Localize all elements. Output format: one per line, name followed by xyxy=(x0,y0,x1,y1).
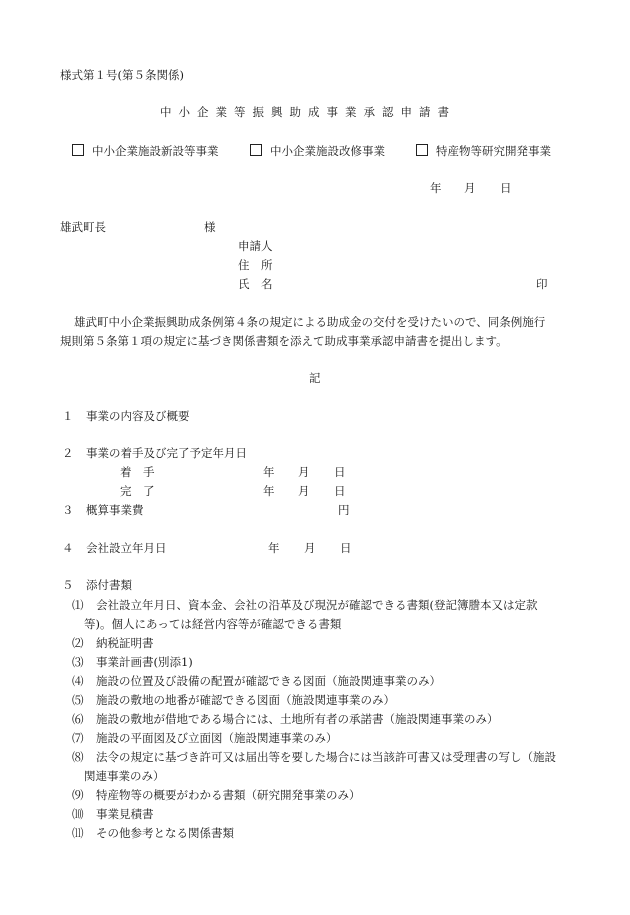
start-month: 月 xyxy=(298,465,310,479)
item-1-label: 事業の内容及び概要 xyxy=(86,409,190,423)
start-day: 日 xyxy=(334,465,346,479)
date-year: 年 xyxy=(430,181,442,195)
established-year: 年 xyxy=(268,541,280,555)
attachment-text-cont: 等)。個人にあっては経営内容等が確認できる書類 xyxy=(84,617,342,631)
page-title: 中小企業等振興助成事業承認申請書 xyxy=(160,105,456,119)
attachment-text-cont: 関連事業のみ） xyxy=(84,769,165,783)
attachment-text: 施設の位置及び設備の配置が確認できる図面（施設関連事業のみ） xyxy=(96,674,441,688)
applicant-name-label: 氏 名 xyxy=(238,277,273,291)
body-text-line-1: 雄武町中小企業振興助成条例第４条の規定による助成金の交付を受けたいので、同条例施行 xyxy=(74,315,546,329)
established-day: 日 xyxy=(340,541,352,555)
category-option-renovation[interactable] xyxy=(250,143,385,159)
ki-heading: 記 xyxy=(309,371,321,385)
finish-label: 完 了 xyxy=(120,484,155,498)
attachment-text: 納税証明書 xyxy=(96,636,154,650)
attachment-text: 事業計画書(別添1) xyxy=(96,655,193,669)
attachment-num: ⑷ xyxy=(72,674,84,688)
start-label: 着 手 xyxy=(120,465,155,479)
item-5-number: ５ xyxy=(62,578,74,592)
attachment-num: ⑵ xyxy=(72,636,84,650)
finish-year: 年 xyxy=(263,484,275,498)
category-label: 中小企業施設新設等事業 xyxy=(92,144,219,158)
finish-day: 日 xyxy=(334,484,346,498)
attachment-text: 事業見積書 xyxy=(96,807,154,821)
item-2-label: 事業の着手及び完了予定年月日 xyxy=(86,446,247,460)
item-3-number: ３ xyxy=(62,503,74,517)
attachment-text: 施設の平面図及び立面図（施設関連事業のみ） xyxy=(96,731,338,745)
attachment-text: 会社設立年月日、資本金、会社の沿革及び現況が確認できる書類(登記簿謄本又は定款 xyxy=(96,598,538,612)
attachment-text: 特産物等の概要がわかる書類（研究開発事業のみ） xyxy=(96,788,361,802)
item-4-number: ４ xyxy=(62,541,74,555)
item-2-number: ２ xyxy=(62,446,74,460)
category-option-new-facility[interactable] xyxy=(72,143,219,159)
attachment-text: 施設の敷地が借地である場合には、土地所有者の承諾書（施設関連事業のみ） xyxy=(96,712,499,726)
attachment-num: ⑽ xyxy=(72,807,84,821)
form-number: 様式第１号(第５条関係) xyxy=(60,68,184,82)
attachment-num: ⑺ xyxy=(72,731,84,745)
addressee-name: 雄武町長 xyxy=(60,220,106,234)
established-month: 月 xyxy=(304,541,316,555)
start-year: 年 xyxy=(263,465,275,479)
item-3-label: 概算事業費 xyxy=(86,503,144,517)
attachment-num: ⑻ xyxy=(72,750,84,764)
cost-unit: 円 xyxy=(338,503,350,517)
item-4-label: 会社設立年月日 xyxy=(86,541,167,555)
attachment-num: ⑼ xyxy=(72,788,84,802)
seal-mark: 印 xyxy=(536,277,548,291)
attachment-num: ⑹ xyxy=(72,712,84,726)
body-text-line-2: 規則第５条第１項の規定に基づき関係書類を添えて助成事業承認申請書を提出します。 xyxy=(60,334,508,348)
item-1-number: １ xyxy=(62,409,74,423)
attachment-text: 法令の規定に基づき許可又は届出等を要した場合には当該許可書又は受理書の写し（施設 xyxy=(96,750,556,764)
attachment-num: ⑴ xyxy=(72,598,84,612)
date-day: 日 xyxy=(500,181,512,195)
finish-month: 月 xyxy=(298,484,310,498)
addressee-honorific: 様 xyxy=(204,220,216,234)
attachment-num: ⑸ xyxy=(72,693,84,707)
category-label: 中小企業施設改修事業 xyxy=(270,144,385,158)
checkbox-icon[interactable] xyxy=(416,144,428,156)
applicant-address-label: 住 所 xyxy=(238,258,273,272)
attachment-text: 施設の敷地の地番が確認できる図面（施設関連事業のみ） xyxy=(96,693,395,707)
checkbox-icon[interactable] xyxy=(250,144,262,156)
applicant-label: 申請人 xyxy=(238,239,273,253)
category-label: 特産物等研究開発事業 xyxy=(436,144,551,158)
attachment-num: ⑾ xyxy=(72,826,84,840)
category-option-research[interactable] xyxy=(416,143,551,159)
attachment-num: ⑶ xyxy=(72,655,84,669)
date-month: 月 xyxy=(464,181,476,195)
attachment-text: その他参考となる関係書類 xyxy=(96,826,234,840)
item-5-label: 添付書類 xyxy=(86,578,132,592)
checkbox-icon[interactable] xyxy=(72,144,84,156)
